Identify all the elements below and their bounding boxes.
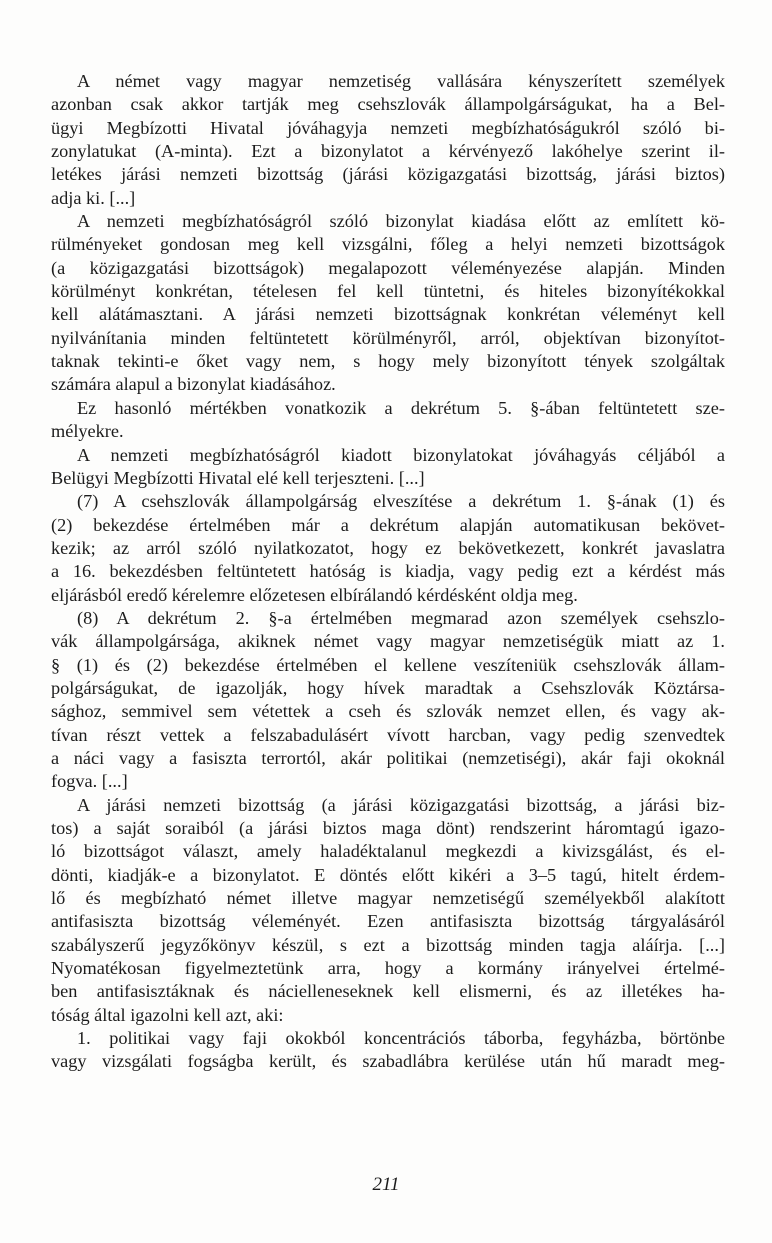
text-line: tívan részt vettek a felszabadulásért vívott harcban, vagy pedig szenvedtek	[51, 724, 725, 745]
text-line: Belügyi Megbízotti Hivatal elé kell terjeszteni. [...]	[51, 467, 425, 488]
page-number: 211	[372, 1174, 400, 1195]
text-line: Ez hasonló mértékben vonatkozik a dekrétum 5. §-ában feltüntetett sze-	[77, 397, 725, 418]
text-line: 1. politikai vagy faji okokból koncentrációs táborba, fegyházba, börtönbe	[77, 1028, 725, 1049]
text-line: dönti, kiadják-e a bizonylatot. E döntés előtt kikéri a 3–5 tagú, hitelt érdem-	[51, 864, 725, 885]
text-line: polgárságukat, de igazolják, hogy hívek maradtak a Csehszlovák Köztársa-	[51, 677, 725, 698]
text-line: ló bizottságot választ, amely haladéktalanul megkezdi a kivizsgálást, és el-	[51, 841, 725, 862]
paragraph	[51, 794, 725, 1027]
text-line: vagy vizsgálati fogságba került, és szabadlábra kerülése után hű maradt meg-	[51, 1051, 725, 1072]
text-line: a náci vagy a fasiszta terrortól, akár politikai (nemzetiségi), akár faji okoknál	[51, 747, 725, 768]
paragraph	[51, 397, 725, 444]
text-line: A járási nemzeti bizottság (a járási közigazgatási bizottság, a járási biz-	[77, 794, 725, 815]
text-line: (7) A csehszlovák állampolgárság elveszítése a dekrétum 1. §-ának (1) és	[77, 491, 725, 512]
text-line: A nemzeti megbízhatóságról kiadott bizonylatokat jóváhagyás céljából a	[77, 444, 725, 465]
text-line: § (1) és (2) bekezdése értelmében el kellene veszíteniük csehszlovák állam-	[51, 654, 725, 675]
text-line: vák állampolgársága, akiknek német vagy magyar nemzetiségük miatt az 1.	[51, 631, 725, 652]
text-line: ben antifasisztáknak és nácielleneseknek kell elismerni, és az illetékes ha-	[51, 981, 725, 1002]
paragraph	[51, 1027, 725, 1074]
text-line: kell alátámasztani. A járási nemzeti bizottságnak konkrétan véleményt kell	[51, 304, 725, 325]
text-line: kezik; az arról szóló nyilatkozatot, hogy ez bekövetkezett, konkrét javaslatra	[51, 537, 725, 558]
text-line: azonban csak akkor tartják meg csehszlovák állampolgárságukat, ha a Bel-	[51, 94, 725, 115]
text-line: tóság által igazolni kell azt, aki:	[51, 1004, 284, 1025]
paragraph	[51, 490, 725, 607]
text-line: letékes járási nemzeti bizottság (járási közigazgatási bizottság, járási biztos)	[51, 164, 725, 185]
text-line: sághoz, semmivel sem vétettek a cseh és szlovák nemzet ellen, és vagy ak-	[51, 701, 725, 722]
paragraph	[51, 444, 725, 491]
text-line: A nemzeti megbízhatóságról szóló bizonylat kiadása előtt az említett kö-	[77, 211, 725, 232]
text-line: rülményeket gondosan meg kell vizsgálni, főleg a helyi nemzeti bizottságok	[51, 234, 725, 255]
text-line: számára alapul a bizonylat kiadásához.	[51, 374, 336, 395]
text-line: mélyekre.	[51, 421, 124, 442]
text-line: (8) A dekrétum 2. §-a értelmében megmarad azon személyek csehszlo-	[77, 607, 725, 628]
body-text	[51, 70, 725, 1074]
text-line: tos) a saját soraiból (a járási biztos maga dönt) rendszerint háromtagú igazo-	[51, 818, 725, 838]
text-line: körülményt konkrétan, tételesen fel kell tüntetni, és hiteles bizonyítékokkal	[51, 281, 725, 302]
text-line: zonylatukat (A-minta). Ezt a bizonylatot a kérvényező lakóhelye szerint il-	[51, 141, 725, 162]
text-line: nyilvánítania minden feltüntetett körülményről, arról, objektívan bizonyítot-	[51, 327, 725, 348]
text-line: (a közigazgatási bizottságok) megalapozott véleményezése alapján. Minden	[51, 257, 725, 278]
text-line: szabályszerű jegyzőkönyv készül, s ezt a bizottság minden tagja aláírja. [...]	[51, 934, 725, 955]
text-line: a 16. bekezdésben feltüntetett hatóság is kiadja, vagy pedig ezt a kérdést más	[51, 561, 725, 582]
text-line: eljárásból eredő kérelemre előzetesen elbírálandó kérdésként oldja meg.	[51, 584, 578, 605]
paragraph	[51, 70, 725, 210]
paragraph	[51, 210, 725, 397]
text-line: antifasiszta bizottság véleményét. Ezen antifasiszta bizottság tárgyalásáról	[51, 911, 725, 932]
text-line: fogva. [...]	[51, 771, 128, 792]
text-line: (2) bekezdése értelmében már a dekrétum alapján automatikusan bekövet-	[51, 514, 725, 535]
paragraph	[51, 607, 725, 794]
text-line: taknak tekinti-e őket vagy nem, s hogy mely bizonyított tények szolgáltak	[51, 351, 725, 372]
text-line: lő és megbízható német illetve magyar nemzetiségű személyekből alakított	[51, 888, 725, 909]
text-line: ügyi Megbízotti Hivatal jóváhagyja nemzeti megbízhatóságukról szóló bi-	[51, 117, 725, 138]
text-line: Nyomatékosan figyelmeztetünk arra, hogy a kormány irányelvei értelmé-	[51, 958, 725, 979]
text-line: A német vagy magyar nemzetiség vallására kényszerített személyek	[77, 71, 725, 91]
text-line: adja ki. [...]	[51, 187, 136, 208]
